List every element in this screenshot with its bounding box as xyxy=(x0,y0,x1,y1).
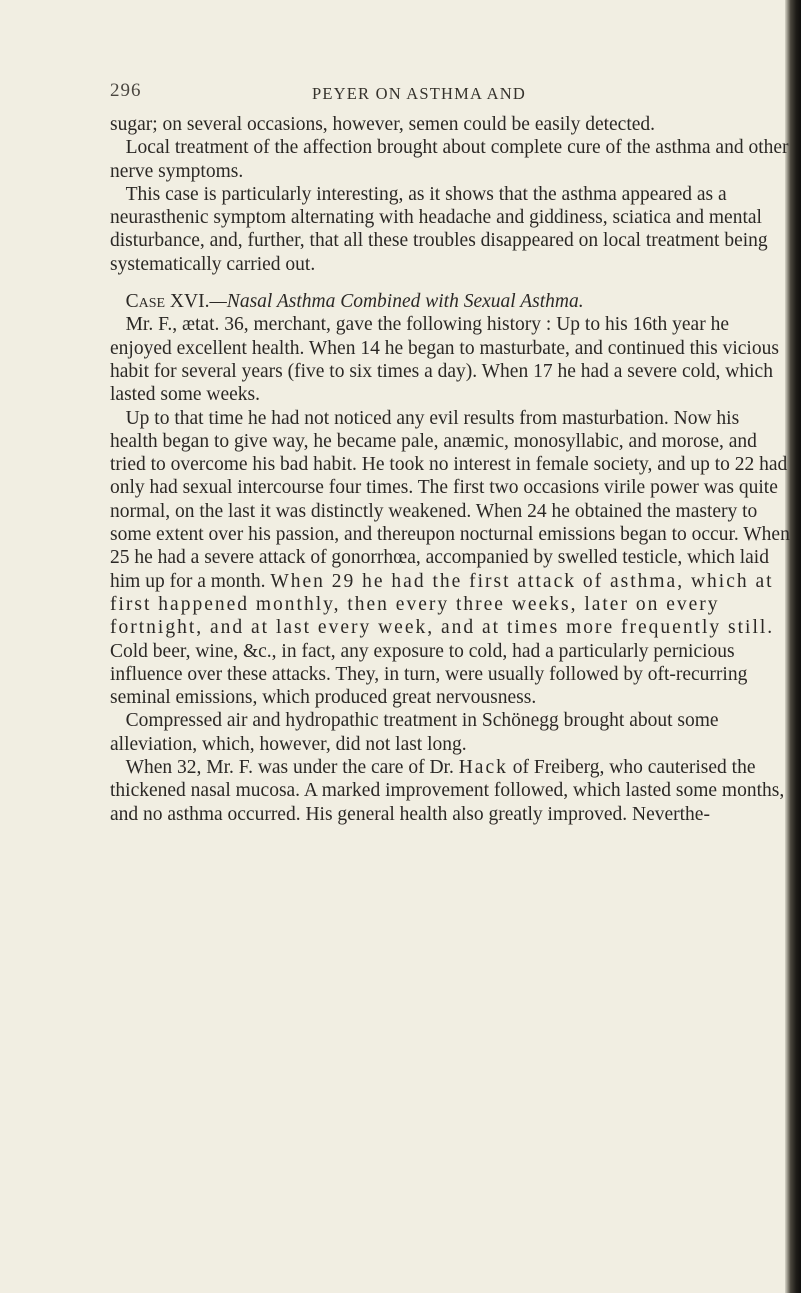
paragraph-1: sugar; on several occasions, however, semen could be easily detected. xyxy=(110,114,656,135)
paragraph-5 xyxy=(110,407,790,710)
paragraph-3: This case is particularly interesting, as it shows that the asthma appeared as a neurasthenic symptom alternating with headache and giddiness, sciatica and mental disturbance, and, further, that all these troubles disappeared on local treatment being systematically carried out. xyxy=(110,183,768,275)
paragraph-7-part-1: When 32, Mr. F. was under the care of Dr. xyxy=(125,757,454,779)
paragraph-2: Local treatment of the affection brought about complete cure of the asthma and other nerve symptoms. xyxy=(110,137,789,182)
running-title: PEYER ON ASTHMA AND xyxy=(312,84,526,103)
paragraph-5-part-3: Cold beer, wine, &c., in fact, any exposure to cold, had a particularly pernicious influence over these attacks. They, in turn, were usually followed by oft-recurring seminal emissions, which produced great nervousness. xyxy=(110,640,748,709)
paragraph-7-spaced-name: Hack xyxy=(458,757,508,779)
paragraph-5-spaced-text: When 29 he had the first attack of asthma, which at first happened monthly, then every three weeks, later on every fortnight, and at last every week, and at times more frequently still. xyxy=(110,570,775,639)
page-number: 296 xyxy=(110,80,142,101)
paragraph-6: Compressed air and hydropathic treatment in Schönegg brought about some alleviation, which, however, did not last long. xyxy=(110,710,719,755)
case-title: —Nasal Asthma Combined with Sexual Asthma. xyxy=(209,291,584,313)
paragraph-5-part-1: Up to that time he had not noticed any evil results from masturbation. Now his health began to give way, he became pale, anæmic, monosyllabic, and morose, and tried to overcome his bad habit. He took no interest in female society, and up to 22 had only had sexual intercourse four times. The first two occasions virile power was quite normal, on the last it was distinctly weakened. When 24 he obtained the mastery to some extent over his passion, and thereupon nocturnal emissions began to occur. When 25 he had a severe attack of gonorrhœa, accompanied by swelled testicle, which laid him up for a month. xyxy=(110,407,790,592)
body-text xyxy=(110,113,790,826)
case-heading xyxy=(110,290,790,313)
paragraph-7 xyxy=(110,756,790,826)
paragraph-4: Mr. F., ætat. 36, merchant, gave the following history : Up to his 16th year he enjoyed excellent health. When 14 he began to masturbate, and continued this vicious habit for several years (five to six times a day). When 17 he had a severe cold, which lasted some weeks. xyxy=(110,314,779,406)
section-gap xyxy=(110,276,790,290)
paragraph-7-part-3: of Freiberg, who cauterised the thickened nasal mucosa. A marked improvement followed, which lasted some months, and no asthma occurred. His general health also greatly improved. Neverthe- xyxy=(110,757,785,825)
case-label: Case XVI. xyxy=(125,291,210,313)
